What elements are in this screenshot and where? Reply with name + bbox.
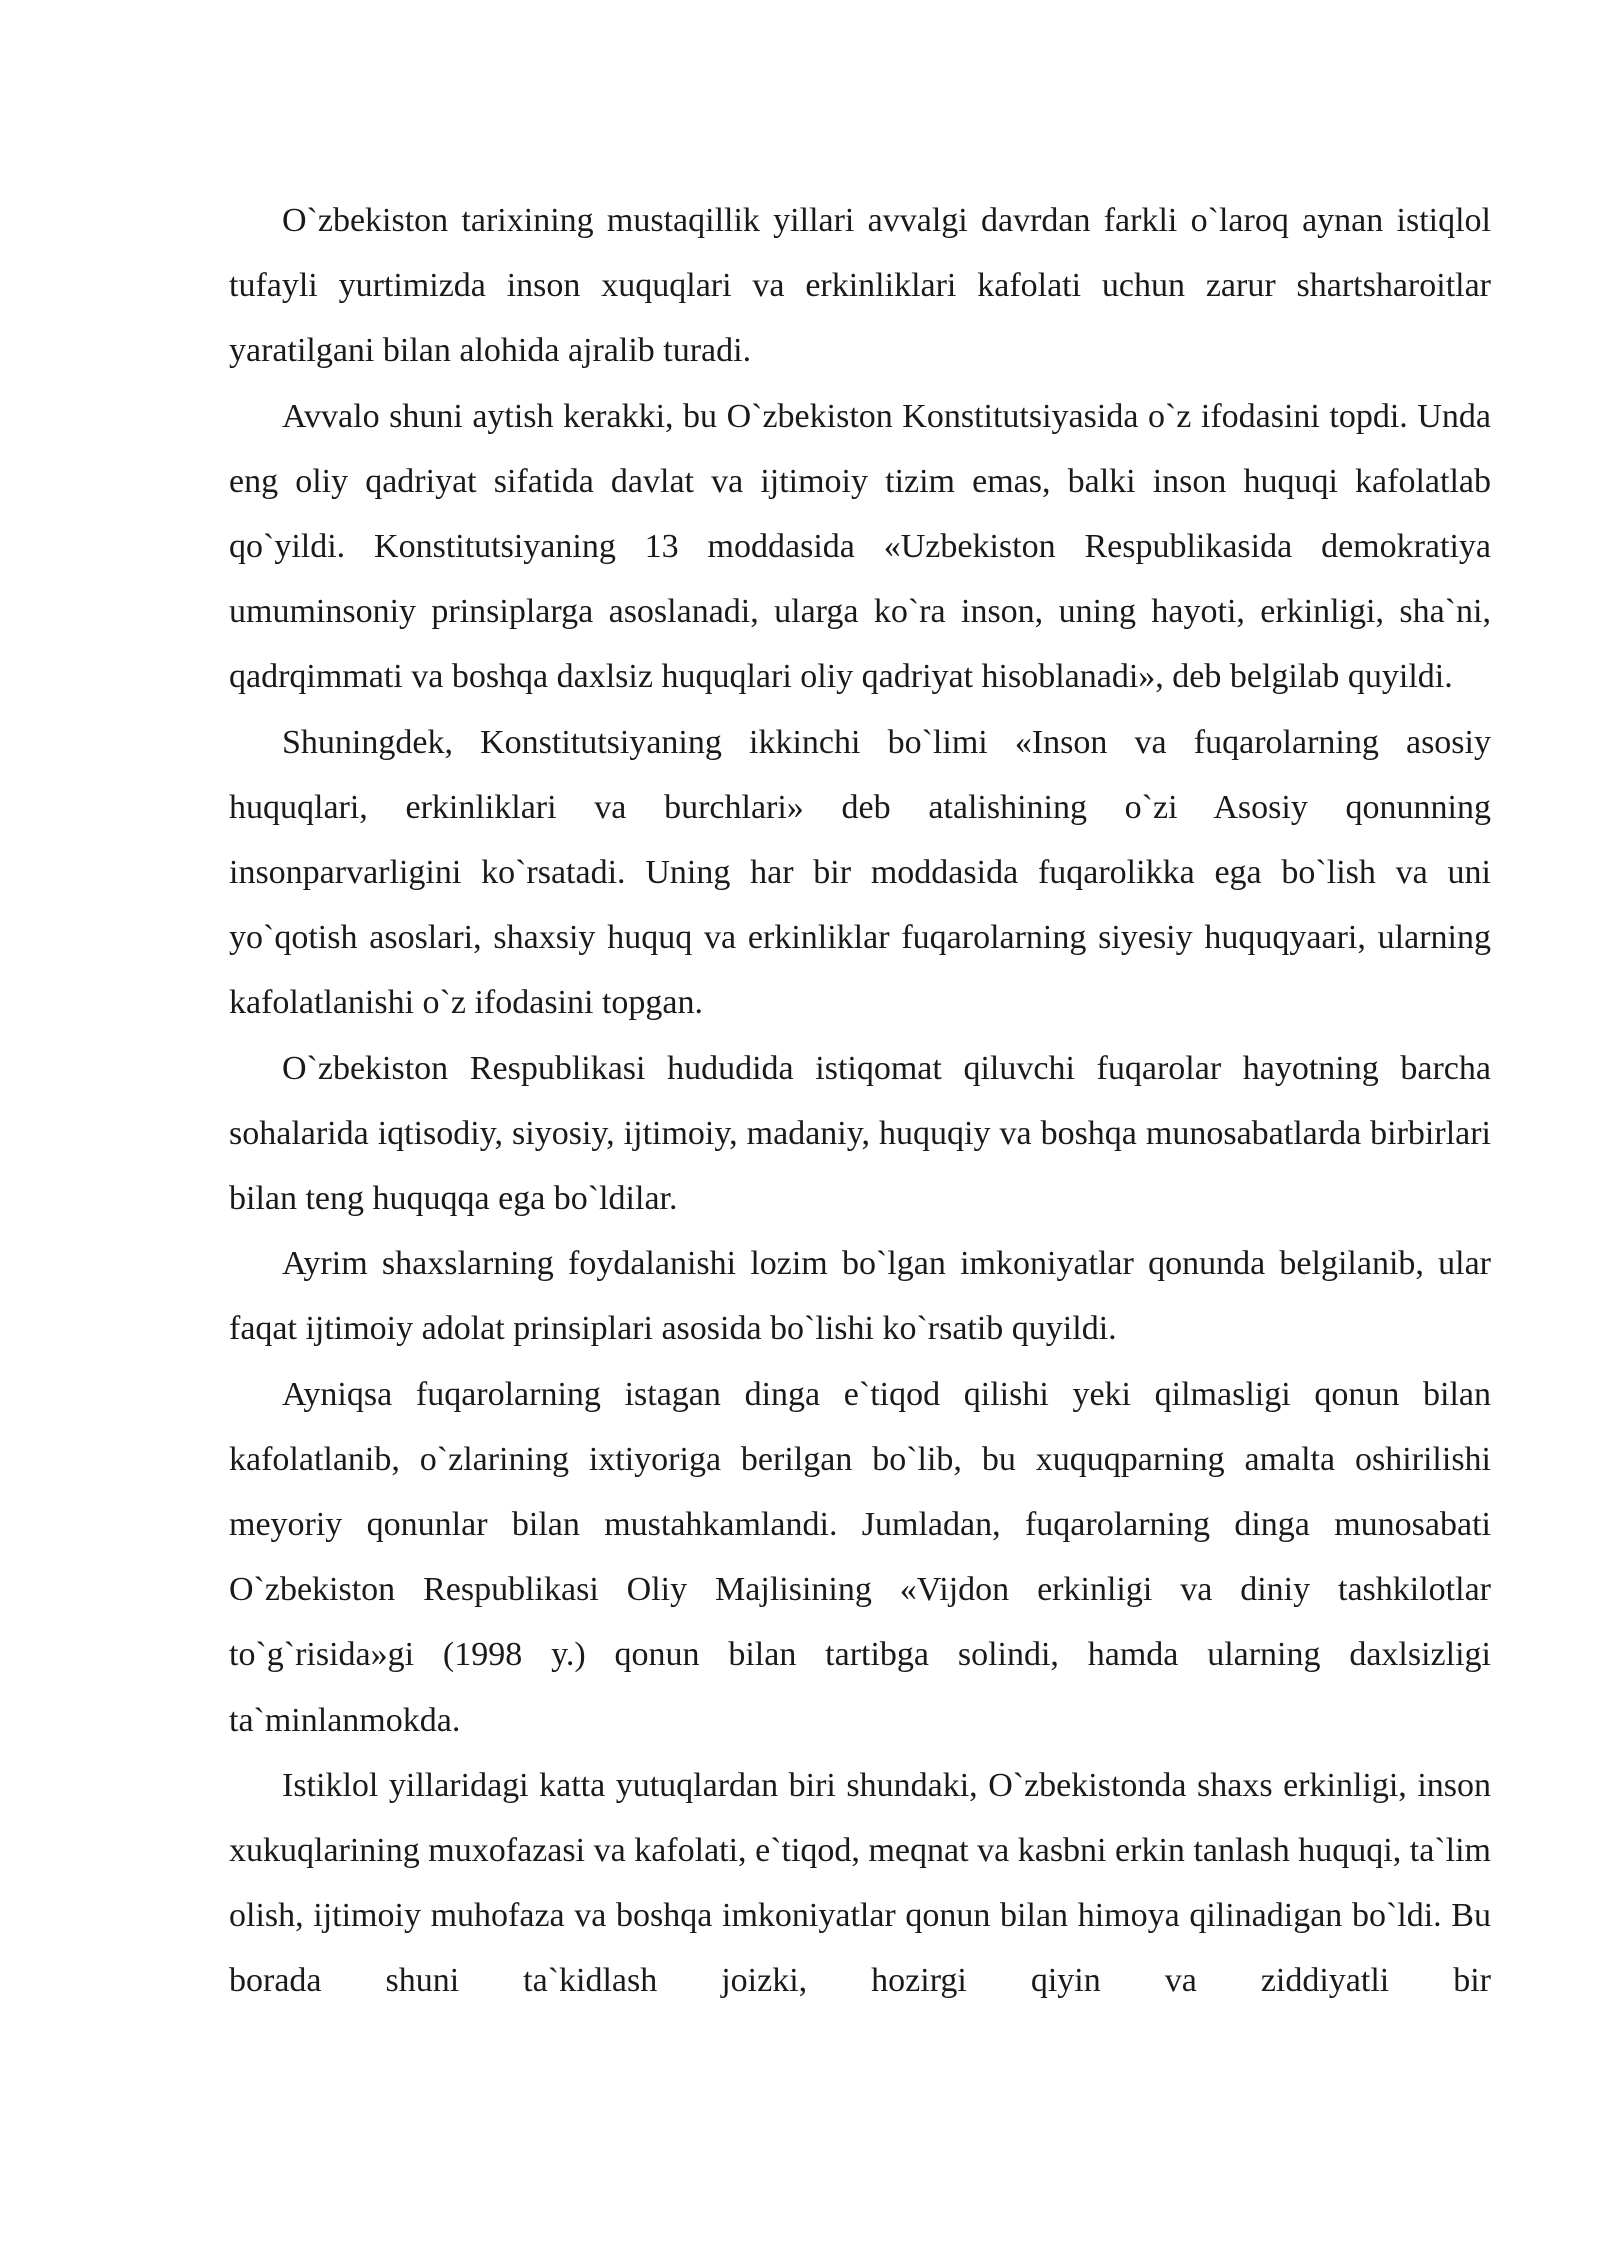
paragraph-4: O`zbekiston Respublikasi hududida istiqomat qiluvchi fuqarolar hayotning barcha sohalarida iqtisodiy, siyosiy, ijtimoiy, madaniy, huquqiy va boshqa munosabatlarda birbirlari bilan teng huquqqa ega bo`ldilar. xyxy=(229,1049,1491,1218)
paragraph-1: O`zbekiston tarixining mustaqillik yillari avvalgi davrdan farkli o`laroq aynan istiqlol tufayli yurtimizda inson xuquqlari va erkinliklari kafolati uchun zarur shartsharoitlar yaratilgani bilan alohida ajralib turadi. xyxy=(229,202,1491,370)
paragraph-7: Istiklol yillaridagi katta yutuqlardan biri shundaki, O`zbekistonda shaxs erkinligi, inson xukuqlarining muxofazasi va kafolati, e`tiqod, meqnat va kasbni erkin tanlash huquqi, ta`lim olish, ijtimoiy muhofaza va boshqa imkoniyatlar qonun bilan himoya qilinadigan bo`ldi. Bu borada shuni ta`kidlash joizki, hozirgi qiyin va ziddiyatli bir xyxy=(229,1766,1491,2000)
paragraph-6: Ayniqsa fuqarolarning istagan dinga e`tiqod qilishi yeki qilmasligi qonun bilan kafolatlanib, o`zlarining ixtiyoriga berilgan bo`lib, bu xuquqparning amalta oshirilishi meyoriy qonunlar bilan mustahkamlandi. Jumladan, fuqarolarning dinga munosabati O`zbekiston Respublikasi Oliy Majlisining «Vijdon erkinligi va diniy tashkilotlar to`g`risida»gi (1998 y.) qonun bilan tartibga solindi, hamda ularning daxlsizligi ta`minlanmokda. xyxy=(229,1375,1491,1739)
document-body xyxy=(229,188,1491,2014)
paragraph-3: Shuningdek, Konstitutsiyaning ikkinchi bo`limi «Inson va fuqarolarning asosiy huquqlari, erkinliklari va burchlari» deb atalishining o`zi Asosiy qonunning insonparvarligini ko`rsatadi. Uning har bir moddasida fuqarolikka ega bo`lish va uni yo`qotish asoslari, shaxsiy huquq va erkinliklar fuqarolarning siyesiy huquqyaari, ularning kafolatlanishi o`z ifodasini topgan. xyxy=(229,723,1491,1022)
paragraph-5: Ayrim shaxslarning foydalanishi lozim bo`lgan imkoniyatlar qonunda belgilanib, ular faqat ijtimoiy adolat prinsiplari asosida bo`lishi ko`rsatib quyildi. xyxy=(229,1245,1491,1348)
paragraph-2: Avvalo shuni aytish kerakki, bu O`zbekiston Konstitutsiyasida o`z ifodasini topdi. Unda eng oliy qadriyat sifatida davlat va ijtimoiy tizim emas, balki inson huquqi kafolatlab qo`yildi. Konstitutsiyaning 13 moddasida «Uzbekiston Respublikasida demokratiya umuminsoniy prinsiplarga asoslanadi, ularga ko`ra inson, uning hayoti, erkinligi, sha`ni, qadrqimmati va boshqa daxlsiz huquqlari oliy qadriyat hisoblanadi», deb belgilab quyildi. xyxy=(229,397,1491,696)
